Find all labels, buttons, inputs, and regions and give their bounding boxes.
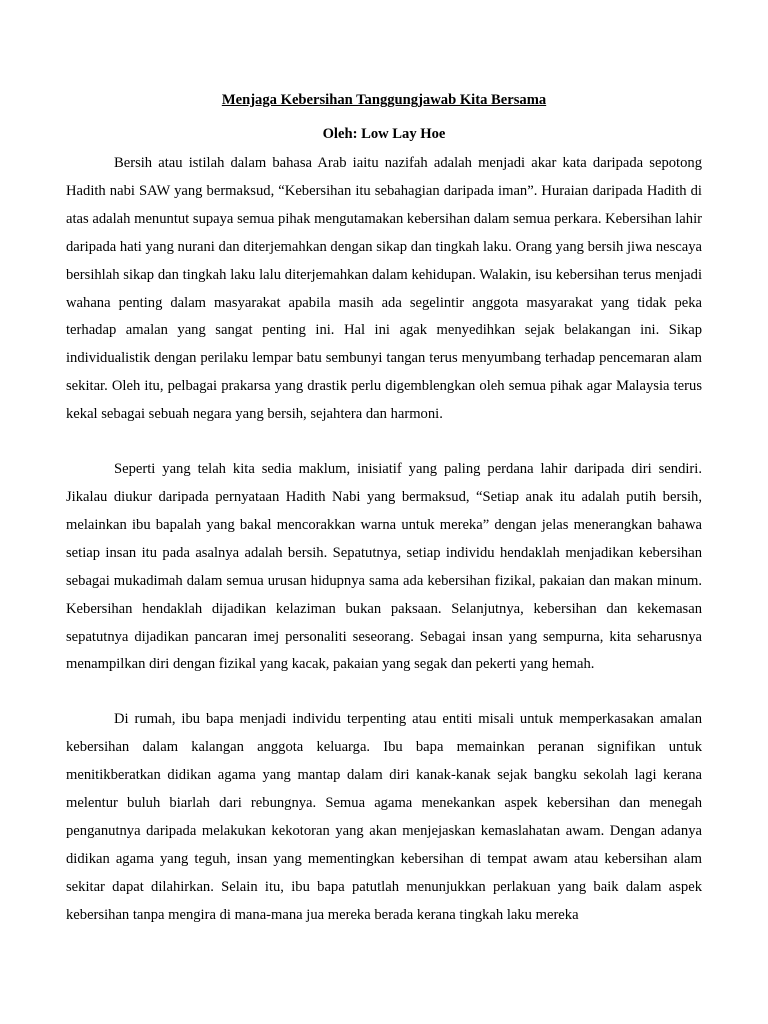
document-title: Menjaga Kebersihan Tanggungjawab Kita Bersama [221, 92, 547, 108]
document-author: Oleh: Low Lay Hoe [322, 126, 446, 142]
paragraph-3: Di rumah, ibu bapa menjadi individu terpenting atau entiti misali untuk memperkasakan amalan kebersihan dalam kalangan anggota keluarga. Ibu bapa memainkan peranan signifikan untuk menitikberatkan didikan agama yang mantap dalam diri kanak-kanak sejak bangku sekolah lagi kerana melentur buluh biarlah dari rebungnya. Semua agama menekankan aspek kebersihan dan menegah penganutnya daripada melakukan kekotoran yang akan menjejaskan kemaslahatan awam. Dengan adanya didikan agama yang teguh, insan yang mementingkan kebersihan di tempat awam atau kebersihan alam sekitar dapat dilahirkan. Selain itu, ibu bapa patutlah menunjukkan perlakuan yang baik dalam aspek kebersihan tanpa mengira di mana-mana jua mereka berada kerana tingkah laku mereka [66, 711, 702, 923]
paragraph-1: Bersih atau istilah dalam bahasa Arab iaitu nazifah adalah menjadi akar kata daripada sepotong Hadith nabi SAW yang bermaksud, “Kebersihan itu sebahagian daripada iman”. Huraian daripada Hadith di atas adalah menuntut supaya semua pihak mengutamakan kebersihan dalam semua perkara. Kebersihan lahir daripada hati yang nurani dan diterjemahkan dengan sikap dan tingkah laku. Orang yang bersih jiwa nescaya bersihlah sikap dan tingkah laku lalu diterjemahkan dalam kehidupan. Walakin, isu kebersihan terus menjadi wahana penting dalam masyarakat apabila masih ada segelintir anggota masyarakat yang tidak peka terhadap amalan yang sangat penting ini. Hal ini agak menyedihkan sejak belakangan ini. Sikap individualistik dengan perilaku lempar batu sembunyi tangan terus menyumbang terhadap pencemaran alam sekitar. Oleh itu, pelbagai prakarsa yang drastik perlu digemblengkan oleh semua pihak agar Malaysia terus kekal sebagai sebuah negara yang bersih, sejahtera dan harmoni. [66, 155, 702, 423]
paragraph-2: Seperti yang telah kita sedia maklum, inisiatif yang paling perdana lahir daripada diri sendiri. Jikalau diukur daripada pernyataan Hadith Nabi yang bermaksud, “Setiap anak itu adalah putih bersih, melainkan ibu bapalah yang bakal mencorakkan warna untuk mereka” dengan jelas menerangkan bahawa setiap insan itu pada asalnya adalah bersih. Sepatutnya, setiap individu hendaklah menjadikan kebersihan sebagai mukadimah dalam semua urusan hidupnya sama ada kebersihan fizikal, pakaian dan makan minum. Kebersihan hendaklah dijadikan kelaziman bukan paksaan. Selanjutnya, kebersihan dan kekemasan sepatutnya dijadikan pancaran imej personaliti seseorang. Sebagai insan yang sempurna, kita seharusnya menampilkan diri dengan fizikal yang kacak, pakaian yang segak dan pekerti yang hemah. [66, 461, 702, 673]
